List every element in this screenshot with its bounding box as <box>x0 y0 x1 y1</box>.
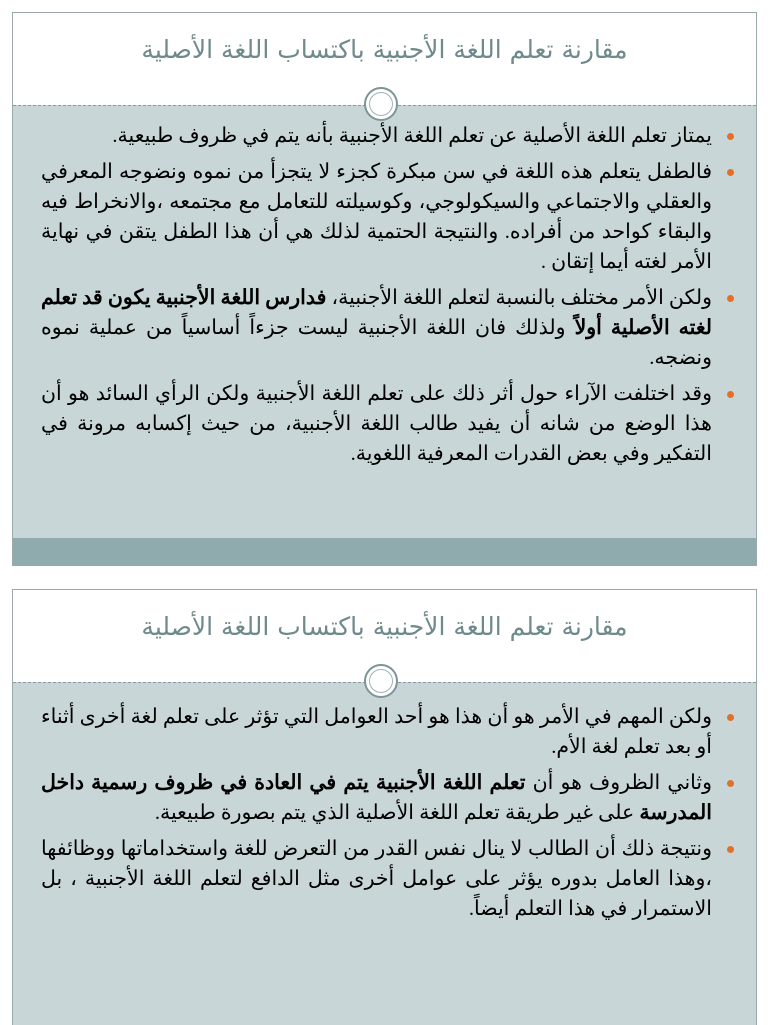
slide-title: مقارنة تعلم اللغة الأجنبية باكتساب اللغة الأصلية <box>141 612 628 641</box>
bullet-dot-icon <box>727 133 734 140</box>
bullet-text: ولكن الأمر مختلف بالنسبة لتعلم اللغة الأجنبية، <box>326 287 713 309</box>
slide-1 <box>12 12 757 566</box>
bullet-dot-icon <box>727 169 734 176</box>
bullet-text: ونتيجة ذلك أن الطالب لا ينال نفس القدر من التعرض للغة واستخداماتها ووظائفها ،وهذا العامل بدوره يؤثر على عوامل أخرى مثل الدافع لتعلم اللغة الأجنبية ، بل الاستمرار في هذا التعلم أيضاً. <box>41 838 712 920</box>
bullet-text-bold: تعلم اللغة الأجنبية يتم في العادة في ظروف رسمية داخل المدرسة <box>41 772 712 824</box>
bullet-list <box>41 121 736 475</box>
bullet-text: ولذلك فان اللغة الأجنبية ليست جزءاً أساسياً من عملية نموه ونضجه. <box>41 317 712 369</box>
bullet-text: يمتاز تعلم اللغة الأصلية عن تعلم اللغة الأجنبية بأنه يتم في ظروف طبيعية. <box>112 125 712 147</box>
bullet-item <box>41 834 736 924</box>
bullet-item <box>41 157 736 277</box>
bullet-text: فالطفل يتعلم هذه اللغة في سن مبكرة كجزء لا يتجزأ من نموه ونضوجه المعرفي والعقلي والاجتماعي والسيكولوجي، وكوسيلته للتعامل مع مجتمعه ،والانخراط فيه والبقاء كواحد من أفراده. والنتيجة الحتمية لذلك هي أن هذا الطفل يتقن في نهاية الأمر لغته أيما إتقان . <box>41 161 712 273</box>
footer-bar <box>13 538 756 565</box>
slide-title: مقارنة تعلم اللغة الأجنبية باكتساب اللغة الأصلية <box>141 35 628 64</box>
bullet-item <box>41 283 736 373</box>
bullet-dot-icon <box>727 780 734 787</box>
bullet-dot-icon <box>727 295 734 302</box>
circle-ornament <box>364 664 398 698</box>
bullet-text: ولكن المهم في الأمر هو أن هذا هو أحد العوامل التي تؤثر على تعلم لغة أخرى أثناء أو بعد تعلم لغة الأم. <box>41 706 712 758</box>
bullet-dot-icon <box>727 846 734 853</box>
bullet-text: على غير طريقة تعلم اللغة الأصلية الذي يتم بصورة طبيعية. <box>154 802 640 824</box>
bullet-item <box>41 121 736 151</box>
circle-ornament <box>364 87 398 121</box>
bullet-dot-icon <box>727 391 734 398</box>
slide-2 <box>12 589 757 1025</box>
bullet-list <box>41 702 736 930</box>
bullet-text-bold: فدارس اللغة الأجنبية يكون قد تعلم لغته الأصلية أولاً <box>41 287 712 339</box>
bullet-item <box>41 702 736 762</box>
bullet-dot-icon <box>727 714 734 721</box>
bullet-item <box>41 379 736 469</box>
bullet-text: وقد اختلفت الآراء حول أثر ذلك على تعلم اللغة الأجنبية ولكن الرأي السائد هو أن هذا الوضع من شانه أن يفيد طالب اللغة الأجنبية، من حيث إكسابه مرونة في التفكير وفي بعض القدرات المعرفية اللغوية. <box>41 383 712 465</box>
bullet-item <box>41 768 736 828</box>
bullet-text: وثاني الظروف هو أن <box>525 772 712 794</box>
